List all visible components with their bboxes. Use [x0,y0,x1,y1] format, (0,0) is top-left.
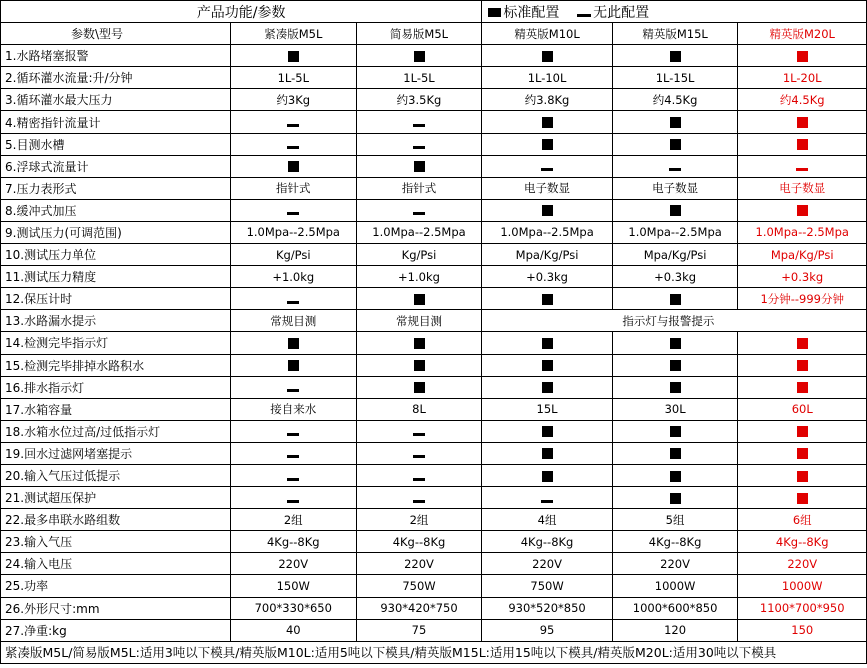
none-dash-icon [577,14,591,17]
no-config-cell [230,464,356,486]
standard-square-icon [414,360,425,371]
value-cell: 2组 [230,509,356,531]
standard-square-icon [797,205,808,216]
standard-config-cell [482,199,612,221]
no-config-cell [230,442,356,464]
value-cell: 4Kg--8Kg [482,531,612,553]
value-cell: 常规目测 [356,310,482,332]
value-cell: 220V [356,553,482,575]
param-label: 2.循环灌水流量:升/分钟 [1,67,231,89]
none-dash-icon [287,146,299,149]
value-cell: 700*330*650 [230,597,356,619]
none-dash-icon [287,212,299,215]
no-config-cell [356,133,482,155]
table-row [1,597,867,619]
value-cell: 4组 [482,509,612,531]
standard-square-icon [670,360,681,371]
value-cell: 1.0Mpa--2.5Mpa [482,221,612,243]
value-cell: 150W [230,575,356,597]
value-cell: 电子数显 [612,177,738,199]
value-cell: 2组 [356,509,482,531]
standard-config-cell [482,464,612,486]
param-label: 18.水箱水位过高/过低指示灯 [1,420,231,442]
standard-square-icon [488,8,501,17]
param-label: 5.目测水槽 [1,133,231,155]
standard-config-cell [738,420,867,442]
value-cell: 约3Kg [230,89,356,111]
standard-config-cell [612,199,738,221]
none-dash-icon [287,389,299,392]
legend-none: 无此配置 [593,4,650,21]
table-row [1,45,867,67]
value-cell: 1L-5L [230,67,356,89]
no-config-cell [356,111,482,133]
standard-square-icon [797,117,808,128]
value-cell: 1L-5L [356,67,482,89]
table-row [1,464,867,486]
param-label: 13.水路漏水提示 [1,310,231,332]
no-config-cell [230,487,356,509]
table-row [1,420,867,442]
no-config-cell [230,288,356,310]
param-label: 25.功率 [1,575,231,597]
value-cell: Mpa/Kg/Psi [612,244,738,266]
table-row [1,575,867,597]
none-dash-icon [413,146,425,149]
standard-square-icon [670,471,681,482]
value-cell: Kg/Psi [356,244,482,266]
standard-square-icon [542,426,553,437]
standard-square-icon [414,51,425,62]
param-label: 26.外形尺寸:mm [1,597,231,619]
standard-square-icon [414,294,425,305]
table-row [1,354,867,376]
value-cell: 220V [482,553,612,575]
value-cell: 1000W [738,575,867,597]
param-label: 3.循环灌水最大压力 [1,89,231,111]
standard-square-icon [414,382,425,393]
table-row [1,398,867,420]
value-cell: 4Kg--8Kg [738,531,867,553]
no-config-cell [738,155,867,177]
value-cell: 1L-20L [738,67,867,89]
standard-square-icon [670,51,681,62]
standard-square-icon [288,51,299,62]
table-row [1,442,867,464]
value-cell: 750W [356,575,482,597]
table-row [1,244,867,266]
standard-square-icon [797,426,808,437]
standard-config-cell [738,354,867,376]
value-cell: 4Kg--8Kg [356,531,482,553]
none-dash-icon [413,455,425,458]
standard-square-icon [414,338,425,349]
no-config-cell [230,376,356,398]
legend-cell [482,1,867,23]
standard-square-icon [288,161,299,172]
none-dash-icon [287,301,299,304]
standard-square-icon [288,338,299,349]
param-label: 1.水路堵塞报警 [1,45,231,67]
standard-config-cell [356,332,482,354]
legend-standard: 标准配置 [503,4,560,21]
param-label: 19.回水过滤网堵塞提示 [1,442,231,464]
standard-square-icon [797,448,808,459]
standard-square-icon [670,205,681,216]
param-label: 24.输入电压 [1,553,231,575]
standard-config-cell [356,354,482,376]
model-header: 紧凑版M5L [230,23,356,45]
standard-config-cell [482,111,612,133]
table-row [1,111,867,133]
value-cell: 95 [482,619,612,641]
none-dash-icon [669,168,681,171]
param-label: 11.测试压力精度 [1,266,231,288]
standard-square-icon [797,360,808,371]
header-label: 参数\型号 [1,23,231,45]
table-row [1,553,867,575]
value-cell: 930*520*850 [482,597,612,619]
standard-config-cell [482,354,612,376]
value-cell: 1.0Mpa--2.5Mpa [356,221,482,243]
standard-config-cell [612,111,738,133]
standard-config-cell [612,133,738,155]
table-row [1,177,867,199]
table-row [1,155,867,177]
standard-square-icon [797,139,808,150]
param-label: 6.浮球式流量计 [1,155,231,177]
value-cell: 40 [230,619,356,641]
model-header: 精英版M15L [612,23,738,45]
table-row [1,266,867,288]
no-config-cell [356,442,482,464]
standard-square-icon [797,471,808,482]
none-dash-icon [541,500,553,503]
standard-config-cell [738,199,867,221]
standard-config-cell [230,45,356,67]
none-dash-icon [287,500,299,503]
value-cell: 1100*700*950 [738,597,867,619]
standard-square-icon [542,117,553,128]
table-row [1,199,867,221]
no-config-cell [612,155,738,177]
standard-config-cell [612,332,738,354]
standard-config-cell [356,288,482,310]
value-cell: +0.3kg [612,266,738,288]
value-cell: 约3.5Kg [356,89,482,111]
no-config-cell [356,420,482,442]
standard-config-cell [612,288,738,310]
value-cell: 220V [738,553,867,575]
standard-square-icon [670,117,681,128]
value-cell: 220V [612,553,738,575]
standard-config-cell [738,111,867,133]
none-dash-icon [796,168,808,171]
model-header: 简易版M5L [356,23,482,45]
standard-config-cell [482,45,612,67]
table-row [1,310,867,332]
param-label: 8.缓冲式加压 [1,199,231,221]
no-config-cell [356,464,482,486]
value-cell: 接自来水 [230,398,356,420]
standard-square-icon [542,139,553,150]
standard-square-icon [797,51,808,62]
param-label: 15.检测完毕排掉水路积水 [1,354,231,376]
value-cell: 150 [738,619,867,641]
none-dash-icon [287,124,299,127]
param-label: 10.测试压力单位 [1,244,231,266]
standard-config-cell [738,464,867,486]
title-row [1,1,867,23]
table-row [1,487,867,509]
standard-config-cell [482,332,612,354]
standard-square-icon [542,205,553,216]
standard-square-icon [670,382,681,393]
none-dash-icon [541,168,553,171]
standard-square-icon [542,382,553,393]
none-dash-icon [413,433,425,436]
value-cell: 电子数显 [738,177,867,199]
param-label: 17.水箱容量 [1,398,231,420]
param-label: 23.输入气压 [1,531,231,553]
standard-square-icon [670,294,681,305]
value-cell: +1.0kg [356,266,482,288]
param-label: 12.保压计时 [1,288,231,310]
value-cell: 930*420*750 [356,597,482,619]
footer-note: 紧凑版M5L/简易版M5L:适用3吨以下模具/精英版M10L:适用5吨以下模具/精英版M15L:适用15吨以下模具/精英版M20L:适用30吨以下模具 [1,641,867,663]
standard-config-cell [230,354,356,376]
none-dash-icon [413,478,425,481]
value-cell: 1.0Mpa--2.5Mpa [230,221,356,243]
footer-row [1,641,867,663]
value-cell: 8L [356,398,482,420]
value-cell: 220V [230,553,356,575]
standard-config-cell [738,376,867,398]
no-config-cell [482,487,612,509]
standard-square-icon [288,360,299,371]
standard-config-cell [612,354,738,376]
value-cell: 指针式 [230,177,356,199]
value-cell: 约3.8Kg [482,89,612,111]
value-cell: 指示灯与报警提示 [482,310,867,332]
param-label: 21.测试超压保护 [1,487,231,509]
value-cell: 75 [356,619,482,641]
header-row [1,23,867,45]
standard-config-cell [738,133,867,155]
standard-config-cell [356,376,482,398]
table-row [1,619,867,641]
value-cell: 1.0Mpa--2.5Mpa [612,221,738,243]
value-cell: 指针式 [356,177,482,199]
model-header: 精英版M10L [482,23,612,45]
standard-square-icon [670,338,681,349]
standard-config-cell [612,487,738,509]
value-cell: 电子数显 [482,177,612,199]
value-cell: 60L [738,398,867,420]
table-row [1,89,867,111]
none-dash-icon [413,124,425,127]
value-cell: 1000W [612,575,738,597]
standard-config-cell [738,487,867,509]
standard-config-cell [612,376,738,398]
no-config-cell [356,199,482,221]
value-cell: Mpa/Kg/Psi [482,244,612,266]
no-config-cell [482,155,612,177]
none-dash-icon [413,500,425,503]
param-label: 22.最多串联水路组数 [1,509,231,531]
no-config-cell [230,199,356,221]
value-cell: 1L-15L [612,67,738,89]
none-dash-icon [287,478,299,481]
standard-config-cell [612,442,738,464]
standard-config-cell [612,45,738,67]
value-cell: 15L [482,398,612,420]
none-dash-icon [287,433,299,436]
standard-square-icon [542,360,553,371]
table-row [1,332,867,354]
table-row [1,531,867,553]
table-row [1,221,867,243]
value-cell: +0.3kg [738,266,867,288]
value-cell: +1.0kg [230,266,356,288]
table-row [1,133,867,155]
standard-square-icon [670,448,681,459]
standard-square-icon [542,471,553,482]
standard-config-cell [612,464,738,486]
standard-square-icon [797,493,808,504]
value-cell: 30L [612,398,738,420]
table-row [1,376,867,398]
value-cell: +0.3kg [482,266,612,288]
value-cell: 4Kg--8Kg [230,531,356,553]
standard-square-icon [670,426,681,437]
param-label: 14.检测完毕指示灯 [1,332,231,354]
no-config-cell [230,111,356,133]
standard-config-cell [356,45,482,67]
standard-config-cell [482,288,612,310]
param-label: 4.精密指针流量计 [1,111,231,133]
param-label: 7.压力表形式 [1,177,231,199]
standard-square-icon [542,51,553,62]
no-config-cell [356,487,482,509]
param-label: 27.净重:kg [1,619,231,641]
value-cell: 750W [482,575,612,597]
standard-square-icon [670,493,681,504]
table-row [1,288,867,310]
value-cell: 约4.5Kg [738,89,867,111]
none-dash-icon [287,455,299,458]
value-cell: 常规目测 [230,310,356,332]
standard-config-cell [356,155,482,177]
standard-square-icon [797,382,808,393]
value-cell: 1L-10L [482,67,612,89]
standard-config-cell [482,376,612,398]
standard-config-cell [230,155,356,177]
param-label: 20.输入气压过低提示 [1,464,231,486]
value-cell: 1000*600*850 [612,597,738,619]
value-cell: 4Kg--8Kg [612,531,738,553]
value-cell: 1.0Mpa--2.5Mpa [738,221,867,243]
value-cell: Mpa/Kg/Psi [738,244,867,266]
standard-square-icon [670,139,681,150]
none-dash-icon [413,212,425,215]
page-title: 产品功能/参数 [1,1,482,23]
no-config-cell [230,133,356,155]
standard-config-cell [612,420,738,442]
value-cell: 约4.5Kg [612,89,738,111]
value-cell: 6组 [738,509,867,531]
value-cell: 1分钟--999分钟 [738,288,867,310]
no-config-cell [230,420,356,442]
standard-config-cell [738,442,867,464]
standard-config-cell [738,45,867,67]
value-cell: 5组 [612,509,738,531]
standard-square-icon [542,338,553,349]
standard-config-cell [230,332,356,354]
standard-config-cell [482,133,612,155]
standard-square-icon [797,338,808,349]
param-label: 16.排水指示灯 [1,376,231,398]
standard-config-cell [738,332,867,354]
standard-square-icon [542,294,553,305]
standard-config-cell [482,442,612,464]
value-cell: 120 [612,619,738,641]
table-row [1,67,867,89]
value-cell: Kg/Psi [230,244,356,266]
standard-config-cell [482,420,612,442]
standard-square-icon [414,161,425,172]
table-row [1,509,867,531]
standard-square-icon [542,448,553,459]
param-label: 9.测试压力(可调范围) [1,221,231,243]
model-header: 精英版M20L [738,23,867,45]
